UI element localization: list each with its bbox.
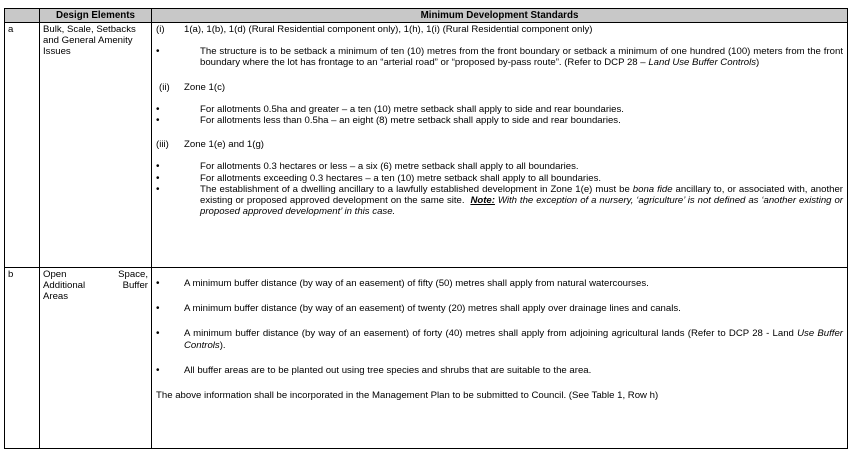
row-standards (152, 268, 848, 449)
list-item: • A minimum buffer distance (by way of an easement) of twenty (20) metres shall apply over drainage lines and canals. (156, 303, 681, 315)
table-row (5, 23, 848, 268)
bullet-list (156, 278, 843, 376)
development-standards-table (4, 8, 848, 449)
section-heading-text: 1(a), 1(b), 1(d) (Rural Residential component only), 1(h), 1(i) (Rural Residential component only) (184, 24, 593, 35)
row-standards (152, 23, 848, 268)
section-heading (156, 139, 843, 150)
list-item: • For allotments less than 0.5ha – an eight (8) metre setback shall apply to side and rear boundaries. (156, 115, 621, 127)
bullet-list (156, 104, 843, 126)
section-heading (156, 82, 843, 93)
section-heading (156, 24, 843, 35)
bullet-icon: • (156, 115, 160, 127)
row-code: b (5, 268, 40, 449)
note-text: With the exception of a nursery, ‘agriculture’ is not defined as ‘another existing or proposed approved development’ in this case. (200, 195, 843, 218)
bullet-icon: • (156, 364, 160, 376)
bullet-icon: • (156, 103, 160, 115)
section-number: (i) (156, 24, 165, 35)
list-item: • A minimum buffer distance (by way of an easement) of fifty (50) metres shall apply from natural watercourses. (156, 278, 649, 289)
closing-note: The above information shall be incorporated in the Management Plan to be submitted to Council. (See Table 1, Row h) (156, 390, 659, 402)
bullet-icon: • (156, 46, 160, 58)
section-number: (ii) (159, 81, 170, 93)
bullet-icon: • (156, 161, 160, 173)
list-item: • The establishment of a dwelling ancillary to a lawfully established development in Zone 1(e) must be bona fide ancillary to, or associated with, another existing or proposed approved development on the same site. Note: With the exception of a nursery, ‘agriculture’ is not defined as ‘another existing or proposed approved development’ in this case. (156, 183, 843, 218)
row-design-element: Bulk, Scale, Setbacks and General Amenity Issues (40, 23, 152, 268)
table-row (5, 268, 848, 449)
bullet-icon: • (156, 328, 160, 340)
header-code (5, 9, 40, 23)
note-label: Note: (470, 195, 495, 207)
bullet-icon: • (156, 183, 160, 195)
bullet-icon: • (156, 303, 160, 315)
section-heading-text: Zone 1(e) and 1(g) (184, 139, 264, 151)
section-number: (iii) (156, 139, 169, 151)
bullet-list (156, 46, 843, 68)
list-item: • For allotments 0.5ha and greater – a ten (10) metre setback shall apply to side and rear boundaries. (156, 103, 624, 115)
list-item: • The structure is to be setback a minimum of ten (10) metres from the front boundary or setback a minimum of one hundred (100) meters from the front boundary where the lot has frontage to an “arterial road” or “proposed by-pass route”. (Refer to DCP 28 – Land Use Buffer Controls) (156, 46, 843, 69)
list-item: • For allotments 0.3 hectares or less – a six (6) metre setback shall apply to all boundaries. (156, 161, 579, 173)
header-design-elements: Design Elements (40, 9, 152, 23)
row-design-element: Open Space, Additional Buffer Areas (40, 268, 152, 449)
bullet-list (156, 161, 843, 217)
section-heading-text: Zone 1(c) (184, 81, 226, 93)
list-item: • All buffer areas are to be planted out using tree species and shrubs that are suitable to the area. (156, 364, 592, 376)
bullet-icon: • (156, 172, 160, 184)
bullet-icon: • (156, 278, 160, 289)
list-item: • For allotments exceeding 0.3 hectares – a ten (10) metre setback shall apply to all boundaries. (156, 172, 602, 184)
header-minimum-standards: Minimum Development Standards (152, 9, 848, 23)
row-code: a (5, 23, 40, 268)
list-item: • A minimum buffer distance (by way of an easement) of forty (40) metres shall apply from adjoining agricultural lands (Refer to DCP 28 - Land Use Buffer Controls). (156, 328, 843, 351)
table-header-row (5, 9, 848, 23)
